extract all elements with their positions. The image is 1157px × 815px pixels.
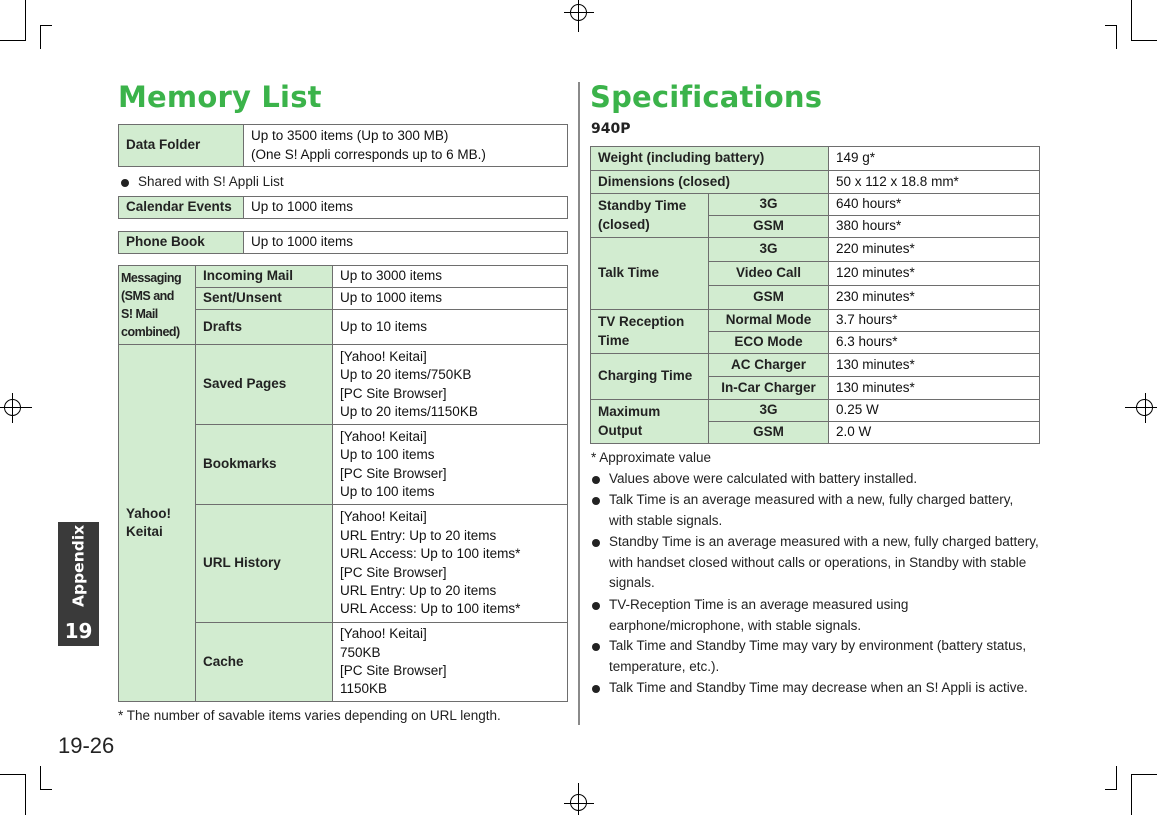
standby-gsm-label: GSM	[709, 216, 829, 238]
column-divider	[578, 82, 580, 725]
bullet-dot-icon	[592, 476, 600, 484]
weight-label: Weight (including battery)	[591, 147, 829, 171]
in-car-charger-label: In-Car Charger	[709, 377, 829, 400]
calendar-value: Up to 1000 items	[244, 197, 568, 219]
bullet-dot-icon	[592, 643, 600, 651]
spec-bullet-text: TV-Reception Time is an average measured using earphone/microphone, with stable signals.	[609, 597, 909, 633]
incoming-mail-value: Up to 3000 items	[333, 266, 568, 288]
saved-pages-value: [Yahoo! Keitai] Up to 20 items/750KB [PC Site Browser] Up to 20 items/1150KB	[333, 345, 568, 425]
dimensions-label: Dimensions (closed)	[591, 171, 829, 194]
standby-3g-value: 640 hours*	[829, 194, 1040, 216]
ac-charger-value: 130 minutes*	[829, 354, 1040, 377]
tv-normal-label: Normal Mode	[709, 310, 829, 332]
approx-note: * Approximate value	[591, 450, 712, 465]
drafts-value: Up to 10 items	[333, 310, 568, 345]
tv-normal-value: 3.7 hours*	[829, 310, 1040, 332]
bullet-dot-icon	[592, 497, 600, 505]
output-3g-value: 0.25 W	[829, 400, 1040, 422]
tv-reception-label: TV Reception Time	[591, 310, 709, 354]
talk-video-value: 120 minutes*	[829, 262, 1040, 286]
url-history-value: [Yahoo! Keitai] URL Entry: Up to 20 items URL Access: Up to 100 items* [PC Site Browser] URL Entry: Up to 20 items URL Access: Up to 100 items*	[333, 505, 568, 623]
talk-gsm-value: 230 minutes*	[829, 286, 1040, 310]
memory-footnote: * The number of savable items varies depending on URL length.	[118, 708, 501, 723]
appendix-tab-label: Appendix	[69, 524, 88, 608]
calendar-label: Calendar Events	[119, 197, 244, 219]
messaging-yahoo-table	[118, 265, 568, 702]
spec-bullet	[592, 636, 1040, 677]
specifications-title: Specifications	[590, 80, 823, 114]
charging-time-label: Charging Time	[591, 354, 709, 400]
cache-value: [Yahoo! Keitai] 750KB [PC Site Browser] 1150KB	[333, 623, 568, 702]
spec-bullet	[592, 469, 1040, 490]
talk-video-label: Video Call	[709, 262, 829, 286]
data-folder-label: Data Folder	[119, 125, 244, 167]
phone-book-label: Phone Book	[119, 232, 244, 254]
max-output-label: Maximum Output	[591, 400, 709, 444]
output-gsm-label: GSM	[709, 422, 829, 444]
calendar-table	[118, 196, 568, 219]
bookmarks-label: Bookmarks	[196, 425, 333, 505]
standby-label: Standby Time (closed)	[591, 194, 709, 238]
talk-time-label: Talk Time	[591, 238, 709, 310]
page-number: 19-26	[58, 733, 115, 758]
spec-bullet	[592, 532, 1040, 594]
phone-book-value: Up to 1000 items	[244, 232, 568, 254]
tv-eco-label: ECO Mode	[709, 332, 829, 354]
bullet-dot-icon	[592, 539, 600, 547]
talk-3g-value: 220 minutes*	[829, 238, 1040, 262]
spec-bullet	[592, 678, 1040, 699]
output-3g-label: 3G	[709, 400, 829, 422]
yahoo-keitai-label: Yahoo! Keitai	[119, 345, 196, 702]
sent-unsent-value: Up to 1000 items	[333, 288, 568, 310]
bookmarks-value: [Yahoo! Keitai] Up to 100 items [PC Site Browser] Up to 100 items	[333, 425, 568, 505]
url-history-label: URL History	[196, 505, 333, 623]
phone-book-table	[118, 231, 568, 254]
in-car-charger-value: 130 minutes*	[829, 377, 1040, 400]
tv-eco-value: 6.3 hours*	[829, 332, 1040, 354]
spec-bullet-text: Talk Time and Standby Time may vary by environment (battery status, temperature, etc.).	[609, 638, 1027, 674]
data-folder-table	[118, 124, 568, 167]
saved-pages-label: Saved Pages	[196, 345, 333, 425]
standby-3g-label: 3G	[709, 194, 829, 216]
model-name: 940P	[591, 121, 631, 137]
weight-value: 149 g*	[829, 147, 1040, 171]
cache-label: Cache	[196, 623, 333, 702]
spec-bullet-text: Values above were calculated with battery installed.	[609, 471, 918, 486]
messaging-group-label: Messaging (SMS and S! Mail combined)	[119, 266, 196, 345]
output-gsm-value: 2.0 W	[829, 422, 1040, 444]
talk-3g-label: 3G	[709, 238, 829, 262]
bullet-dot-icon	[121, 179, 129, 187]
shared-bullet-text: Shared with S! Appli List	[138, 174, 284, 189]
standby-gsm-value: 380 hours*	[829, 216, 1040, 238]
bullet-dot-icon	[592, 685, 600, 693]
incoming-mail-label: Incoming Mail	[196, 266, 333, 288]
chapter-number: 19	[58, 616, 99, 646]
spec-bullet	[592, 490, 1040, 531]
shared-bullet	[121, 172, 561, 193]
sent-unsent-label: Sent/Unsent	[196, 288, 333, 310]
memory-list-title: Memory List	[118, 80, 322, 114]
drafts-label: Drafts	[196, 310, 333, 345]
spec-bullet	[592, 595, 1040, 636]
bullet-dot-icon	[592, 602, 600, 610]
dimensions-value: 50 x 112 x 18.8 mm*	[829, 171, 1040, 194]
specifications-table	[590, 146, 1040, 444]
ac-charger-label: AC Charger	[709, 354, 829, 377]
spec-bullet-text: Talk Time is an average measured with a new, fully charged battery, with stable signals.	[609, 492, 1014, 528]
spec-bullet-text: Talk Time and Standby Time may decrease when an S! Appli is active.	[609, 680, 1028, 695]
spec-bullet-text: Standby Time is an average measured with a new, fully charged battery, with handset closed without calls or operations, in Standby with stable signals.	[609, 534, 1039, 590]
talk-gsm-label: GSM	[709, 286, 829, 310]
data-folder-value: Up to 3500 items (Up to 300 MB) (One S! Appli corresponds up to 6 MB.)	[244, 125, 568, 167]
